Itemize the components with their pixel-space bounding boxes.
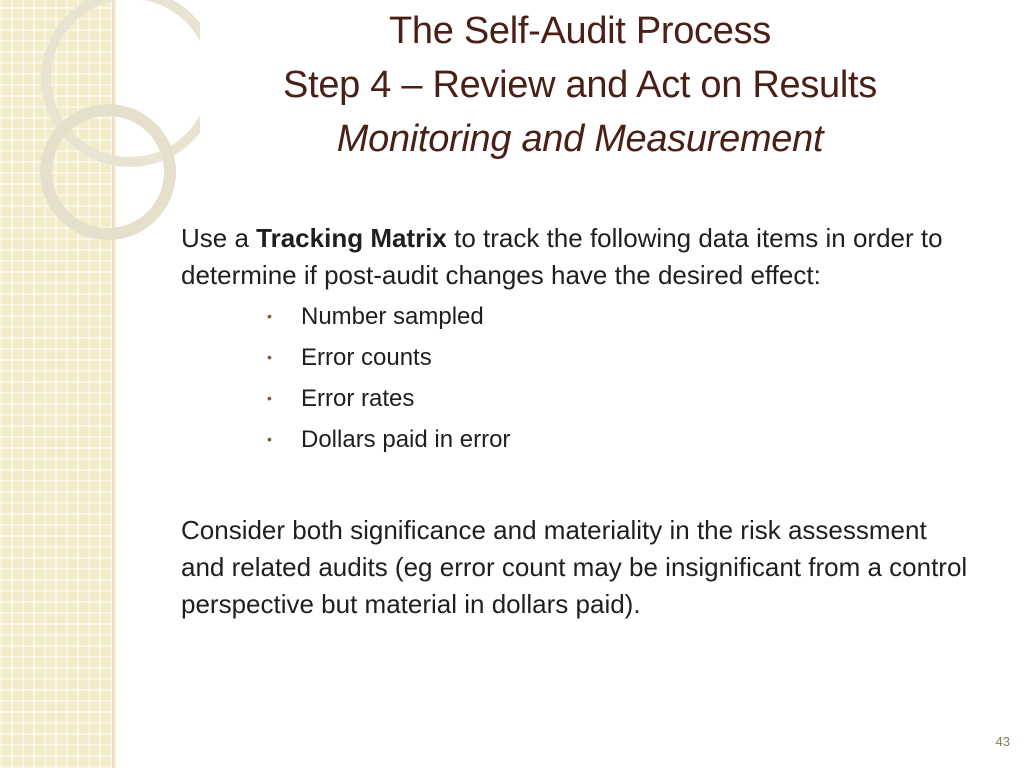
list-item (267, 337, 971, 378)
intro-paragraph (181, 220, 971, 294)
decorative-rings (0, 0, 200, 260)
page-number: 43 (995, 734, 1010, 749)
list-item-text: Dollars paid in error (301, 426, 511, 453)
list-item-text: Error counts (301, 344, 432, 371)
intro-prefix: Use a (181, 223, 257, 253)
list-item-text: Number sampled (301, 303, 484, 330)
bullet-icon: • (267, 308, 272, 324)
list-item (267, 296, 971, 337)
slide-body (181, 220, 971, 623)
ring-large (46, 0, 200, 162)
bullet-icon: • (267, 349, 272, 365)
title-line-3: Monitoring and Measurement (336, 118, 824, 160)
list-item-text: Error rates (301, 385, 415, 412)
intro-suffix: to track the following data items in order to determine if post-audit changes have the desired effect: (181, 223, 943, 290)
list-item (267, 378, 971, 419)
ring-small (46, 110, 170, 234)
list-item (267, 419, 971, 460)
slide-title (230, 4, 930, 166)
title-line-1: The Self-Audit Process (388, 10, 771, 52)
data-items-list (181, 296, 971, 460)
closing-paragraph: Consider both significance and materiality in the risk assessment and related audits (eg error count may be insignificant from a control perspective but material in dollars paid). (181, 515, 968, 619)
title-line-2: Step 4 – Review and Act on Results (283, 64, 877, 106)
bullet-icon: • (267, 431, 272, 447)
intro-bold-term: Tracking Matrix (256, 223, 447, 253)
bullet-icon: • (267, 390, 272, 406)
